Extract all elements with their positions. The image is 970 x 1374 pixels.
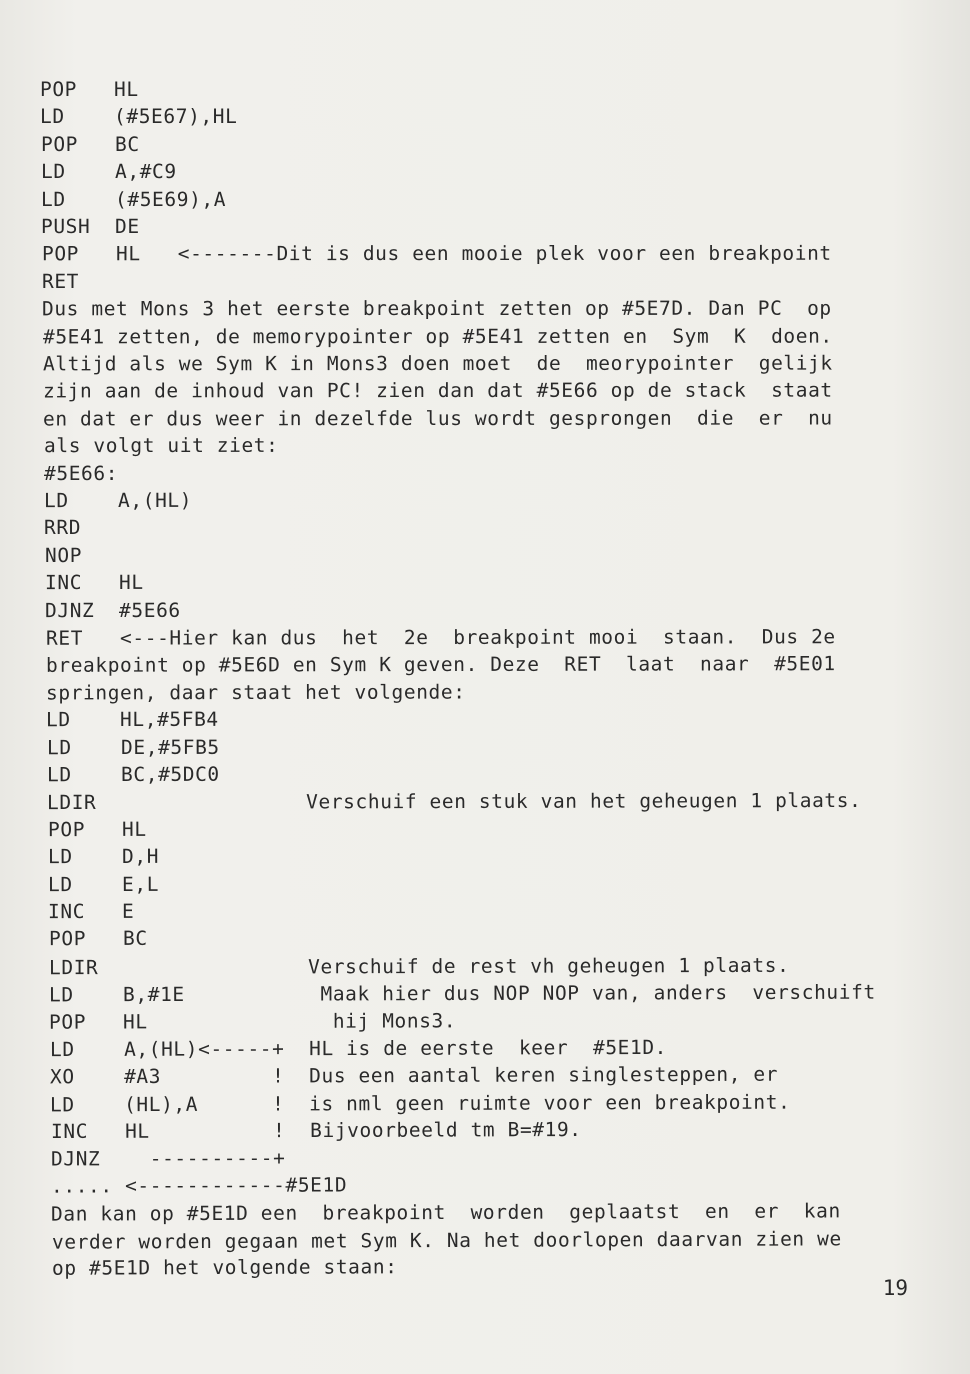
text-line: POP HL xyxy=(47,817,147,841)
text-line: springen, daar staat het volgende: xyxy=(46,680,466,705)
text-line: LD E,L xyxy=(48,872,160,896)
text-line: INC HL ! Bijvoorbeeld tm B=#19. xyxy=(50,1118,582,1144)
text-line: PUSH DE xyxy=(41,214,141,239)
text-line: INC E xyxy=(48,899,135,924)
text-line: LD B,#1E Maak hier dus NOP NOP van, anders verschuift xyxy=(49,980,877,1007)
text-line: ..... <------------#5E1D xyxy=(51,1173,348,1198)
text-line: zijn aan de inhoud van PC! zien dan dat #5E66 op de stack staat xyxy=(43,378,833,403)
text-line: LD A,#C9 xyxy=(40,160,177,184)
page-number: 19 xyxy=(882,1276,908,1300)
text-line: LD D,H xyxy=(47,845,159,869)
text-line: LD A,(HL)<-----+ HL is de eerste keer #5E1D. xyxy=(49,1035,667,1062)
text-line: breakpoint op #5E6D en Sym K geven. Deze RET laat naar #5E01 xyxy=(45,652,836,678)
text-line: INC HL xyxy=(44,571,144,595)
text-line: DJNZ ----------+ xyxy=(50,1146,286,1171)
text-line: RRD xyxy=(44,516,82,540)
text-line: NOP xyxy=(44,543,82,567)
text-line: LD (#5E69),A xyxy=(41,187,227,211)
text-line: RET xyxy=(41,269,79,293)
text-line: #5E66: xyxy=(43,461,118,485)
text-line: Altijd als we Sym K in Mons3 doen moet de meorypointer gelijk xyxy=(42,351,833,376)
text-line: LDIR Verschuif een stuk van het geheugen 1 plaats. xyxy=(47,789,862,815)
text-line: als volgt uit ziet: xyxy=(43,434,279,458)
text-line: verder worden gegaan met Sym K. Na het doorlopen daarvan zien we xyxy=(51,1227,842,1254)
text-line: LD (#5E67),HL xyxy=(40,105,238,129)
text-line: Dus met Mons 3 het eerste breakpoint zetten op #5E7D. Dan PC op xyxy=(42,296,832,321)
text-line: LD A,(HL) xyxy=(44,488,193,513)
text-line: POP BC xyxy=(40,132,140,156)
text-line: DJNZ #5E66 xyxy=(45,598,182,622)
text-line: Dan kan op #5E1D een breakpoint worden geplaatst en er kan xyxy=(51,1199,842,1227)
text-line: #5E41 zetten, de memorypointer op #5E41 zetten en Sym K doen. xyxy=(42,324,833,348)
text-line: POP HL xyxy=(40,78,139,101)
text-line: POP HL hij Mons3. xyxy=(49,1008,457,1034)
text-line: op #5E1D het volgende staan: xyxy=(51,1255,398,1280)
text-line: en dat er dus weer in dezelfde lus wordt gesprongen die er nu xyxy=(43,406,834,431)
text-line: POP HL <-------Dit is dus een mooie plek voor een breakpoint xyxy=(41,242,832,266)
text-line: LD (HL),A ! is nml geen ruimte voor een breakpoint. xyxy=(50,1090,791,1117)
text-line: RET <---Hier kan dus het 2e breakpoint mooi staan. Dus 2e xyxy=(45,625,836,650)
text-line: LD BC,#5DC0 xyxy=(46,762,220,787)
text-line: POP BC xyxy=(48,927,148,951)
text-line: LDIR Verschuif de rest vh geheugen 1 plaats. xyxy=(48,953,790,979)
text-line: LD HL,#5FB4 xyxy=(46,707,220,732)
text-line: XO #A3 ! Dus een aantal keren singlesteppen, er xyxy=(49,1063,779,1089)
text-line: LD DE,#5FB5 xyxy=(46,735,220,759)
